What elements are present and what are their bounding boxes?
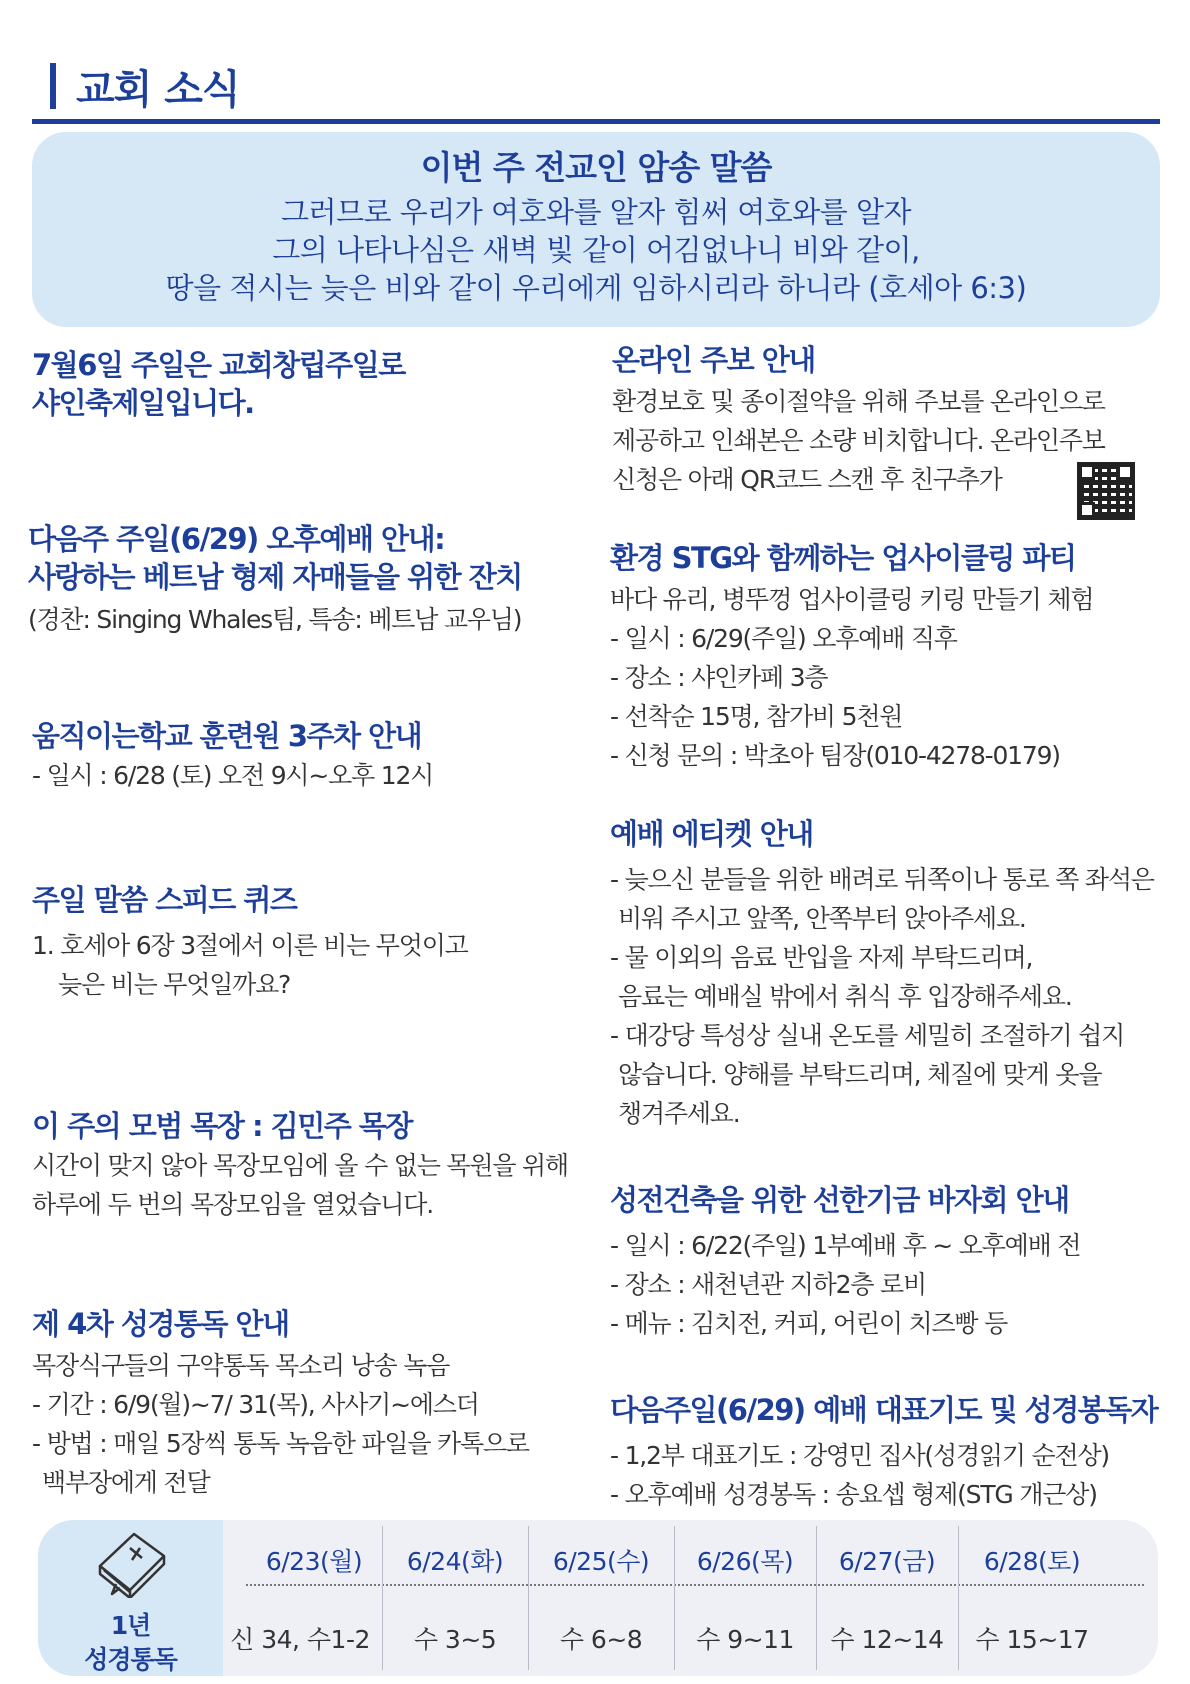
school-title: 움직이는학교 훈련원 3주차 안내 [32, 719, 422, 753]
quiz-body [32, 926, 468, 1004]
bazaar-title: 성전건축을 위한 선한기금 바자회 안내 [610, 1183, 1069, 1217]
page-header [50, 62, 240, 113]
afternoon-service-title [28, 520, 522, 596]
day-header: 6/27(금) [838, 1547, 936, 1576]
memory-verse-box [32, 132, 1160, 327]
reading-cell: 수 9~11 [696, 1625, 794, 1654]
bible-book-icon [94, 1528, 170, 1598]
prayer-line: - 오후예배 성경봉독 : 송요셉 형제(STG 개근상) [610, 1480, 1097, 1509]
school-body: - 일시 : 6/28 (토) 오전 9시~오후 12시 [32, 761, 434, 790]
model-group-body [32, 1146, 568, 1224]
reading-cell: 수 3~5 [413, 1625, 497, 1654]
day-header: 6/26(목) [696, 1547, 794, 1576]
verse-line: 그의 나타나심은 새벽 빛 같이 어김없나니 비와 같이, [272, 233, 920, 267]
model-group-title: 이 주의 모범 목장 : 김민주 목장 [32, 1109, 412, 1143]
bible-line: - 기간 : 6/9(월)~7/ 31(목), 사사기~에스더 [32, 1390, 479, 1419]
day-header: 6/25(수) [552, 1547, 650, 1576]
online-line: 신청은 아래 QR코드 스캔 후 친구추가 [612, 465, 1002, 494]
quiz-line: 1. 호세아 6장 3절에서 이른 비는 무엇이고 [32, 931, 468, 960]
reading-cell: 수 6~8 [559, 1625, 643, 1654]
bible-line: 목장식구들의 구약통독 목소리 낭송 녹음 [32, 1351, 450, 1380]
afternoon-service-body: (경찬: Singing Whales팀, 특송: 베트남 교우님) [28, 605, 522, 634]
bible-line: 백부장에게 전달 [42, 1468, 210, 1497]
founding-line: 7월6일 주일은 교회창립주일로 [32, 348, 405, 382]
bible-reading-body [32, 1346, 529, 1502]
afternoon-title-line: 다음주 주일(6/29) 오후예배 안내: [28, 522, 445, 556]
online-line: 제공하고 인쇄본은 소량 비치합니다. 온라인주보 [612, 426, 1105, 455]
qr-finder [1117, 464, 1133, 480]
etiquette-body [610, 860, 1154, 1133]
qr-finder [1079, 502, 1095, 518]
prayer-line: - 1,2부 대표기도 : 강영민 집사(성경읽기 순전상) [610, 1441, 1109, 1470]
upcycle-line: - 신청 문의 : 박초아 팀장(010-4278-0179) [610, 741, 1060, 770]
reading-cell: 신 34, 수1-2 [230, 1625, 370, 1654]
bazaar-line: - 장소 : 새천년관 지하2층 로비 [610, 1270, 926, 1299]
table-divider [246, 1584, 1144, 1586]
day-header: 6/28(토) [983, 1547, 1081, 1576]
day-header: 6/24(화) [406, 1547, 504, 1576]
qr-finder [1079, 464, 1095, 480]
upcycle-line: 바다 유리, 병뚜껑 업사이클링 키링 만들기 체험 [610, 585, 1094, 614]
bible-line: - 방법 : 매일 5장씩 통독 녹음한 파일을 카톡으로 [32, 1429, 529, 1458]
quiz-title: 주일 말씀 스피드 퀴즈 [32, 883, 297, 917]
upcycle-line: - 일시 : 6/29(주일) 오후예배 직후 [610, 624, 957, 653]
day-header: 6/23(월) [265, 1547, 363, 1576]
verse-line: 그러므로 우리가 여호와를 알자 힘써 여호와를 알자 [280, 195, 912, 229]
prayer-reader-title: 다음주일(6/29) 예배 대표기도 및 성경봉독자 [610, 1393, 1158, 1427]
model-line: 하루에 두 번의 목장모임을 열었습니다. [32, 1190, 433, 1219]
verse-line: 땅을 적시는 늦은 비와 같이 우리에게 임하시리라 하니라 (호세아 6:3) [165, 271, 1027, 305]
quiz-line: 늦은 비는 무엇일까요? [58, 970, 291, 999]
online-line: 환경보호 및 종이절약을 위해 주보를 온라인으로 [612, 387, 1105, 416]
etiquette-line: - 늦으신 분들을 위한 배려로 뒤쪽이나 통로 쪽 좌석은 [610, 865, 1154, 894]
reading-label-year: 1년 [110, 1611, 151, 1640]
bazaar-line: - 메뉴 : 김치전, 커피, 어린이 치즈빵 등 [610, 1309, 1008, 1338]
online-bulletin-title: 온라인 주보 안내 [612, 343, 815, 377]
bazaar-body [610, 1226, 1080, 1343]
afternoon-title-line: 사랑하는 베트남 형제 자매들을 위한 잔치 [28, 560, 522, 594]
upcycle-line: - 선착순 15명, 참가비 5천원 [610, 702, 903, 731]
title-accent-bar [50, 63, 56, 109]
reading-cell: 수 15~17 [975, 1625, 1089, 1654]
model-line: 시간이 맞지 않아 목장모임에 올 수 없는 목원을 위해 [32, 1151, 568, 1180]
upcycling-title: 환경 STG와 함께하는 업사이클링 파티 [610, 541, 1076, 575]
reading-label-name: 성경통독 [84, 1645, 177, 1674]
etiquette-line: 챙겨주세요. [618, 1099, 740, 1128]
etiquette-line: 비워 주시고 앞쪽, 안쪽부터 앉아주세요. [618, 904, 1026, 933]
yearly-bible-reading-table [38, 1520, 1158, 1676]
title-divider [32, 119, 1160, 124]
upcycle-line: - 장소 : 샤인카페 3층 [610, 663, 828, 692]
etiquette-title: 예배 에티켓 안내 [610, 817, 813, 851]
etiquette-line: 않습니다. 양해를 부탁드리며, 체질에 맞게 옷을 [618, 1060, 1102, 1089]
etiquette-line: 음료는 예배실 밖에서 취식 후 입장해주세요. [618, 982, 1072, 1011]
upcycling-body [610, 580, 1093, 775]
etiquette-line: - 물 이외의 음료 반입을 자제 부탁드리며, [610, 943, 1033, 972]
reading-cell: 수 12~14 [830, 1625, 944, 1654]
founding-line: 샤인축제일입니다. [32, 386, 254, 420]
founding-notice [32, 346, 405, 422]
etiquette-line: - 대강당 특성상 실내 온도를 세밀히 조절하기 쉽지 [610, 1021, 1125, 1050]
bible-reading-title: 제 4차 성경통독 안내 [32, 1307, 289, 1341]
bazaar-line: - 일시 : 6/22(주일) 1부예배 후 ~ 오후예배 전 [610, 1231, 1081, 1260]
reading-label-panel [38, 1520, 223, 1676]
qr-code-icon[interactable] [1077, 462, 1135, 520]
page-title: 교회 소식 [76, 66, 240, 113]
online-bulletin-body [612, 382, 1105, 499]
prayer-reader-body [610, 1436, 1109, 1514]
verse-heading: 이번 주 전교인 암송 말씀 [420, 148, 772, 187]
